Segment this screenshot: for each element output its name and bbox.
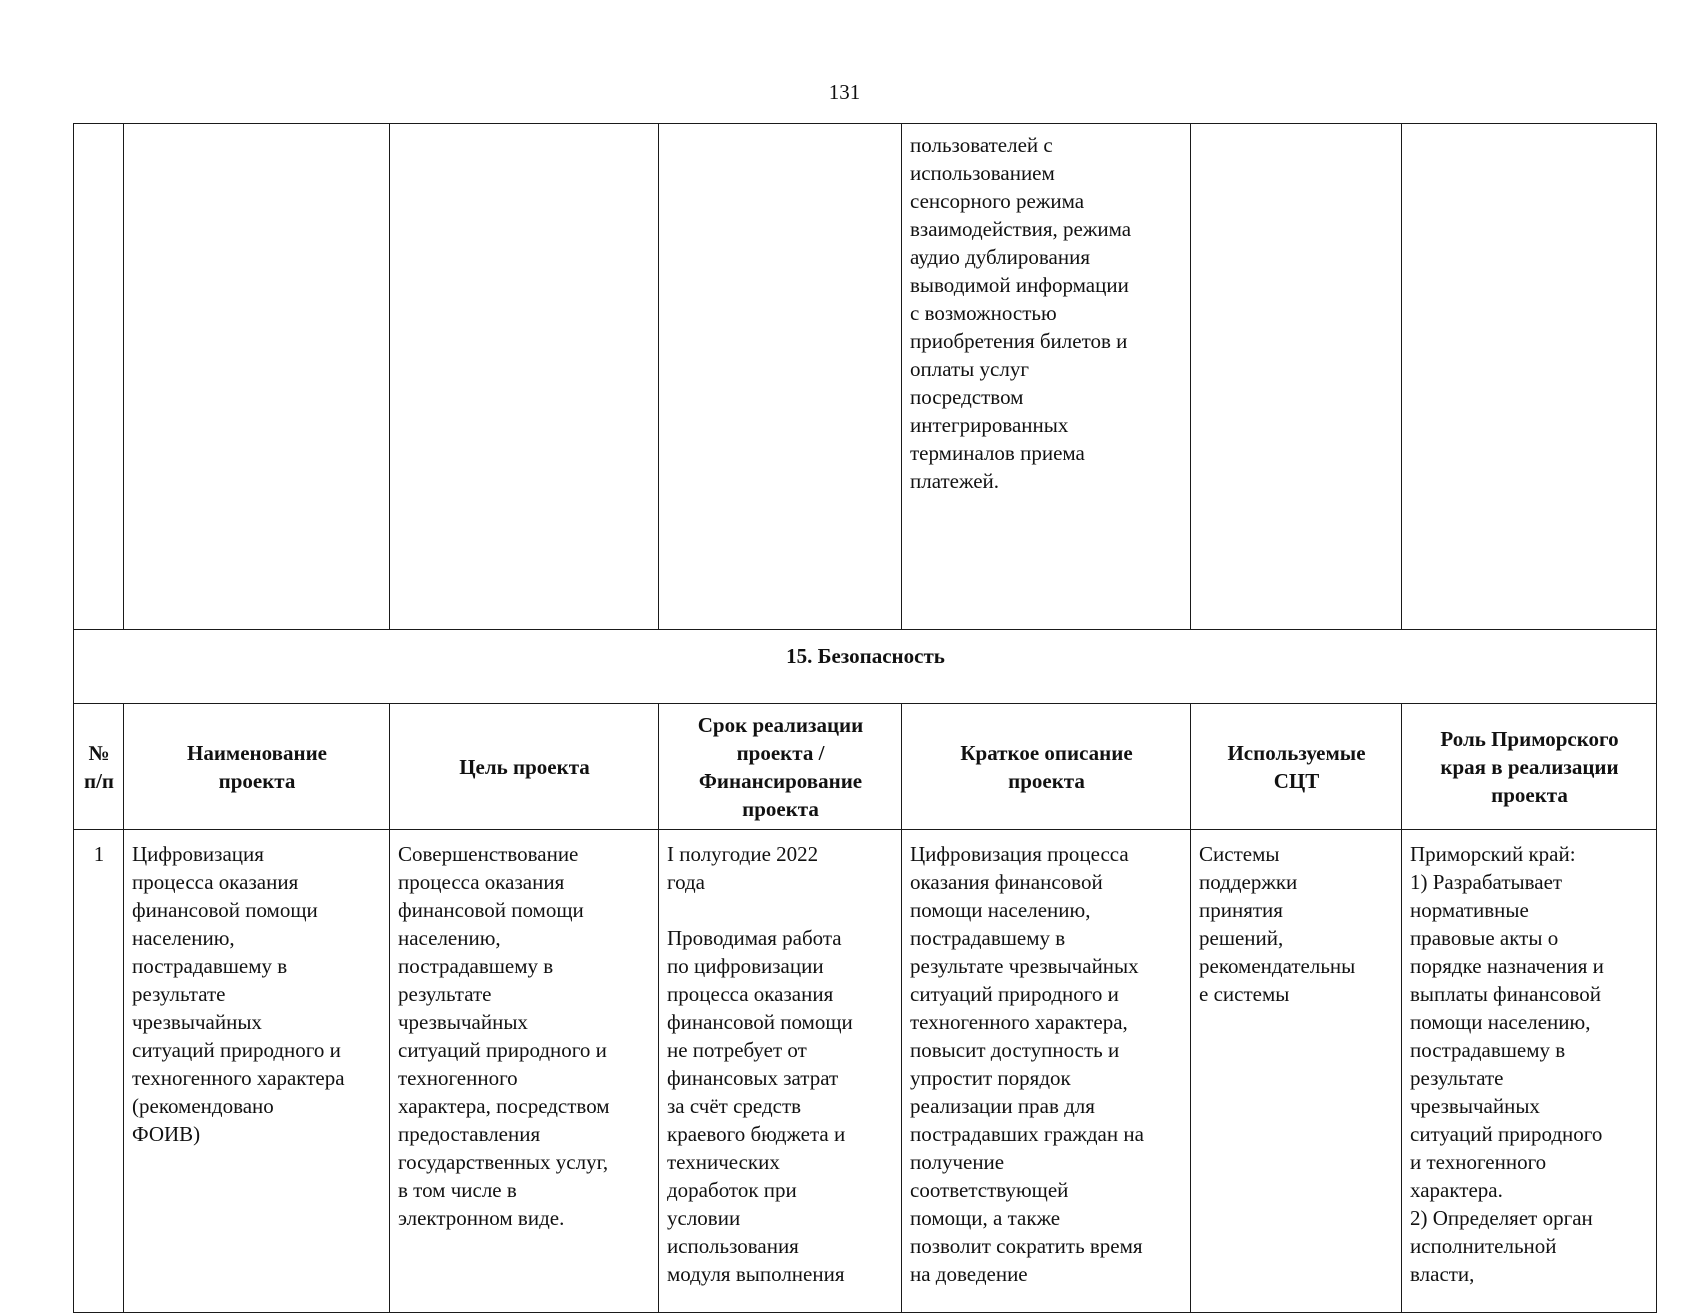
cell-empty (390, 124, 659, 630)
page-number: 131 (828, 80, 861, 104)
table-row (74, 830, 1657, 1313)
section-row (74, 630, 1657, 704)
header-term: Срок реализации проекта / Финансирование проекта (659, 704, 902, 830)
row-goal: Совершенствование процесса оказания финансовой помощи населению, пострадавшему в результате чрезвычайных ситуаций природного и техногенного характера, посредством предоставления государственных услуг, в том числе в электронном виде. (390, 830, 659, 1313)
header-name: Наименование проекта (124, 704, 390, 830)
header-num: № п/п (74, 704, 124, 830)
row-name: Цифровизация процесса оказания финансовой помощи населению, пострадавшему в результате чрезвычайных ситуаций природного и техногенного характера (рекомендовано ФОИВ) (124, 830, 390, 1313)
header-row (74, 704, 1657, 830)
projects-table (73, 123, 1657, 1313)
continuation-row (74, 124, 1657, 630)
cell-empty (659, 124, 902, 630)
row-description: Цифровизация процесса оказания финансовой помощи населению, пострадавшему в результате чрезвычайных ситуаций природного и техногенного характера, повысит доступность и упростит порядок реализации прав для пострадавших граждан на получение соответствующей помощи, а также позволит сократить время на доведение (902, 830, 1191, 1313)
cell-empty (1191, 124, 1402, 630)
cell-empty (74, 124, 124, 630)
header-description: Краткое описание проекта (902, 704, 1191, 830)
header-tech: Используемые СЦТ (1191, 704, 1402, 830)
header-role: Роль Приморского края в реализации проекта (1402, 704, 1657, 830)
cell-empty (124, 124, 390, 630)
row-tech: Системы поддержки принятия решений, рекомендательны е системы (1191, 830, 1402, 1313)
continuation-description-cell: пользователей с использованием сенсорного режима взаимодействия, режима аудио дублирования выводимой информации с возможностью приобретения билетов и оплаты услуг посредством интегрированных терминалов приема платежей. (902, 124, 1191, 630)
row-num: 1 (74, 830, 124, 1313)
row-role: Приморский край: 1) Разрабатывает нормативные правовые акты о порядке назначения и выплаты финансовой помощи населению, пострадавшему в результате чрезвычайных ситуаций природного и техногенного характера. 2) Определяет орган исполнительной власти, (1402, 830, 1657, 1313)
section-title: 15. Безопасность (74, 630, 1657, 704)
cell-empty (1402, 124, 1657, 630)
row-term: I полугодие 2022 года Проводимая работа по цифровизации процесса оказания финансовой помощи не потребует от финансовых затрат за счёт средств краевого бюджета и технических доработок при условии использования модуля выполнения (659, 830, 902, 1313)
header-goal: Цель проекта (390, 704, 659, 830)
